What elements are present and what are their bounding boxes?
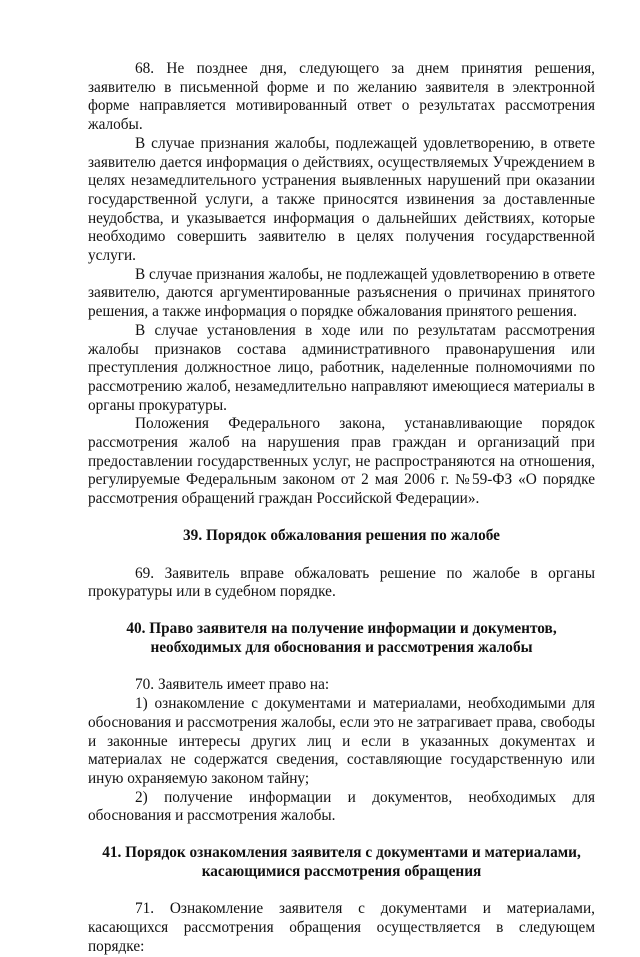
paragraph-69: 69. Заявитель вправе обжаловать решение по жалобе в органы прокуратуры или в судебном порядке. <box>88 564 595 601</box>
section-40-heading-line-1: 40. Право заявителя на получение информации и документов, <box>126 619 557 637</box>
paragraph-complaint-satisfied: В случае признания жалобы, подлежащей удовлетворению, в ответе заявителю дается информация о действиях, осуществляемых Учреждением в целях незамедлительного устранения выявленных нарушений при оказании государственной услуги, а также приносятся извинения за доставленные неудобства, и указывается информация о дальнейших действиях, которые необходимо совершить заявителю в целях получения государственной услуги. <box>88 134 595 265</box>
paragraph-complaint-not-satisfied: В случае признания жалобы, не подлежащей удовлетворению в ответе заявителю, даются аргументированные разъяснения о причинах принятого решения, а также информация о порядке обжалования принятого решения. <box>88 265 595 321</box>
section-40-heading-line-2: необходимых для обоснования и рассмотрения жалобы <box>150 638 533 656</box>
document-page <box>88 60 595 957</box>
paragraph-offence-detected: В случае установления в ходе или по результатам рассмотрения жалобы признаков состава административного правонарушения или преступления должностное лицо, работник, наделенные полномочиями по рассмотрению жалоб, незамедлительно направляют имеющиеся материалы в органы прокуратуры. <box>88 321 595 414</box>
section-40-heading <box>88 620 595 657</box>
list-item-1: 1) ознакомление с документами и материалами, необходимыми для обоснования и рассмотрения жалобы, если это не затрагивает права, свободы и законные интересы других лиц и если в указанных документах и материалах не содержатся сведения, составляющие государственную или иную охраняемую законом тайну; <box>88 695 595 787</box>
paragraph-70: 70. Заявитель имеет право на: <box>135 676 330 694</box>
list-item-2: 2) получение информации и документов, необходимых для обоснования и рассмотрения жалобы. <box>88 788 595 825</box>
section-41-heading-line-1: 41. Порядок ознакомления заявителя с документами и материалами, <box>102 844 581 862</box>
paragraph-71: 71. Ознакомление заявителя с документами и материалами, касающихся рассмотрения обращения осуществляется в следующем порядке: <box>88 900 595 955</box>
paragraph-federal-law: Положения Федерального закона, устанавливающие порядок рассмотрения жалоб на нарушения прав граждан и организаций при предоставлении государственных услуг, не распространяются на отношения, регулируемые Федеральным законом от 2 мая 2006 г. №59-ФЗ «О порядке рассмотрения обращений граждан Российской Федерации». <box>88 415 595 508</box>
section-41-heading <box>88 844 595 881</box>
section-41-heading-line-2: касающимися рассмотрения обращения <box>201 862 482 880</box>
section-39-heading: 39. Порядок обжалования решения по жалобе <box>183 526 500 544</box>
paragraph-68: 68. Не позднее дня, следующего за днем принятия решения, заявителю в письменной форме и по желанию заявителя в электронной форме направляется мотивированный ответ о результатах рассмотрения жалобы. <box>88 60 595 134</box>
